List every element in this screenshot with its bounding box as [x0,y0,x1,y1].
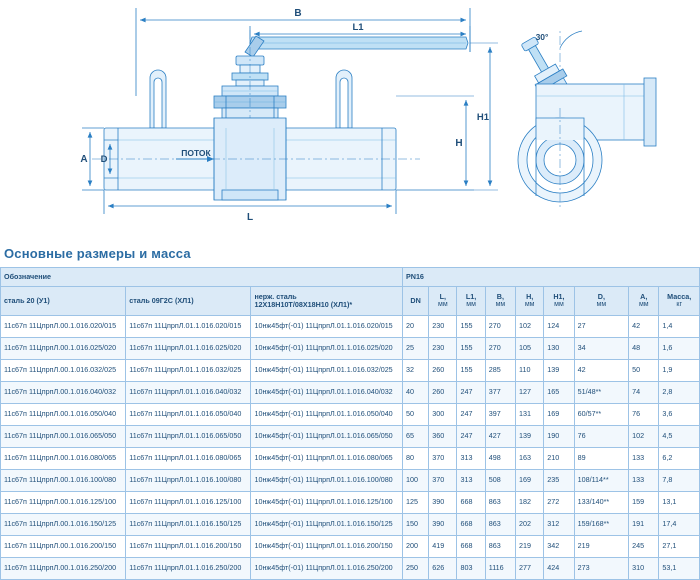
cell-L1: 313 [457,448,485,470]
cell-B: 508 [485,470,515,492]
table-row [1,448,700,470]
cell-H: 219 [516,536,544,558]
cell-stainless: 10нж45фт(-01) 11ЦпрпЛ.01.1.016.250/200 [251,558,402,580]
cell-L1: 155 [457,338,485,360]
dimension-label-l: L [246,212,254,223]
cell-L: 390 [429,492,457,514]
cell-H1: 169 [544,404,574,426]
angle-label-30: 30° [535,32,549,42]
cell-stainless: 10нж45фт(-01) 11ЦпрпЛ.01.1.016.040/032 [251,382,402,404]
cell-D: 76 [574,426,629,448]
cell-H: 182 [516,492,544,514]
table-group-header-designation: Обозначение [1,268,403,287]
cell-L1: 155 [457,360,485,382]
cell-B: 397 [485,404,515,426]
cell-A: 310 [629,558,659,580]
cell-L: 370 [429,470,457,492]
cell-D: 60/57** [574,404,629,426]
cell-L1: 247 [457,426,485,448]
cell-A: 42 [629,316,659,338]
cell-steel09g2c: 11с67п 11ЦпрпЛ.01.1.016.250/200 [126,558,251,580]
dimensions-table [0,267,700,580]
cell-B: 285 [485,360,515,382]
cell-mass: 1,6 [659,338,700,360]
cell-stainless: 10нж45фт(-01) 11ЦпрпЛ.01.1.016.032/025 [251,360,402,382]
cell-L1: 668 [457,514,485,536]
table-row [1,536,700,558]
cell-L: 230 [429,338,457,360]
cell-dn: 32 [402,360,428,382]
section-title: Основные размеры и масса [4,246,191,261]
table-row [1,404,700,426]
cell-B: 270 [485,316,515,338]
cell-steel09g2c: 11с67п 11ЦпрпЛ.01.1.016.150/125 [126,514,251,536]
cell-H: 102 [516,316,544,338]
cell-steel20: 11с67п 11ЦпрпЛ.00.1.016.040/032 [1,382,126,404]
dimension-label-h1: H1 [476,112,490,123]
cell-H: 105 [516,338,544,360]
cell-A: 48 [629,338,659,360]
cell-H: 169 [516,470,544,492]
table-row [1,558,700,580]
cell-D: 219 [574,536,629,558]
col-header-d: D, мм [574,287,629,316]
cell-B: 863 [485,536,515,558]
col-header-steel09g2c: сталь 09Г2С (ХЛ1) [126,287,251,316]
cell-A: 74 [629,382,659,404]
cell-dn: 20 [402,316,428,338]
cell-A: 159 [629,492,659,514]
table-row [1,492,700,514]
col-header-l: L, мм [429,287,457,316]
cell-A: 76 [629,404,659,426]
cell-steel09g2c: 11с67п 11ЦпрпЛ.01.1.016.050/040 [126,404,251,426]
cell-steel20: 11с67п 11ЦпрпЛ.00.1.016.025/020 [1,338,126,360]
dimension-label-a: A [80,154,88,165]
cell-mass: 13,1 [659,492,700,514]
cell-H1: 124 [544,316,574,338]
cell-B: 498 [485,448,515,470]
cell-H: 110 [516,360,544,382]
dimensions-table-section [0,246,700,580]
cell-dn: 40 [402,382,428,404]
cell-H1: 165 [544,382,574,404]
cell-D: 27 [574,316,629,338]
table-row [1,360,700,382]
cell-steel20: 11с67п 11ЦпрпЛ.00.1.016.200/150 [1,536,126,558]
cell-L: 260 [429,382,457,404]
cell-dn: 25 [402,338,428,360]
cell-stainless: 10нж45фт(-01) 11ЦпрпЛ.01.1.016.150/125 [251,514,402,536]
cell-mass: 4,5 [659,426,700,448]
cell-D: 273 [574,558,629,580]
cell-dn: 200 [402,536,428,558]
cell-stainless: 10нж45фт(-01) 11ЦпрпЛ.01.1.016.065/050 [251,426,402,448]
col-header-steel20: сталь 20 (У1) [1,287,126,316]
cell-stainless: 10нж45фт(-01) 11ЦпрпЛ.01.1.016.200/150 [251,536,402,558]
cell-steel09g2c: 11с67п 11ЦпрпЛ.01.1.016.065/050 [126,426,251,448]
col-header-h1: H1, мм [544,287,574,316]
cell-steel20: 11с67п 11ЦпрпЛ.00.1.016.100/080 [1,470,126,492]
cell-steel20: 11с67п 11ЦпрпЛ.00.1.016.080/065 [1,448,126,470]
cell-A: 245 [629,536,659,558]
cell-mass: 6,2 [659,448,700,470]
col-header-a: A, мм [629,287,659,316]
cell-L: 300 [429,404,457,426]
cell-H: 163 [516,448,544,470]
cell-L1: 155 [457,316,485,338]
cell-steel09g2c: 11с67п 11ЦпрпЛ.01.1.016.032/025 [126,360,251,382]
cell-L: 370 [429,448,457,470]
cell-steel09g2c: 11с67п 11ЦпрпЛ.01.1.016.200/150 [126,536,251,558]
cell-L: 360 [429,426,457,448]
col-header-dn: DN [402,287,428,316]
dimension-label-l1: L1 [352,22,364,33]
cell-stainless: 10нж45фт(-01) 11ЦпрпЛ.01.1.016.050/040 [251,404,402,426]
cell-stainless: 10нж45фт(-01) 11ЦпрпЛ.01.1.016.025/020 [251,338,402,360]
col-header-l1: L1, мм [457,287,485,316]
cell-stainless: 10нж45фт(-01) 11ЦпрпЛ.01.1.016.080/065 [251,448,402,470]
cell-L1: 668 [457,536,485,558]
cell-steel09g2c: 11с67п 11ЦпрпЛ.01.1.016.125/100 [126,492,251,514]
cell-L: 419 [429,536,457,558]
cell-B: 427 [485,426,515,448]
cell-mass: 1,9 [659,360,700,382]
dimension-label-h: H [455,138,463,149]
col-header-b: B, мм [485,287,515,316]
cell-D: 51/48** [574,382,629,404]
table-row [1,338,700,360]
cell-D: 159/168** [574,514,629,536]
cell-mass: 17,4 [659,514,700,536]
cell-A: 191 [629,514,659,536]
cell-H1: 210 [544,448,574,470]
cell-stainless: 10нж45фт(-01) 11ЦпрпЛ.01.1.016.100/080 [251,470,402,492]
cell-L1: 247 [457,382,485,404]
cell-steel20: 11с67п 11ЦпрпЛ.00.1.016.020/015 [1,316,126,338]
table-row [1,382,700,404]
cell-steel20: 11с67п 11ЦпрпЛ.00.1.016.250/200 [1,558,126,580]
cell-H: 277 [516,558,544,580]
cell-L: 230 [429,316,457,338]
cell-B: 270 [485,338,515,360]
col-header-mass: Масса, кг [659,287,700,316]
dimension-label-b: B [294,8,302,19]
cell-dn: 125 [402,492,428,514]
cell-dn: 50 [402,404,428,426]
cell-L: 626 [429,558,457,580]
cell-H1: 342 [544,536,574,558]
cell-mass: 53,1 [659,558,700,580]
cell-A: 133 [629,470,659,492]
cell-A: 133 [629,448,659,470]
cell-D: 89 [574,448,629,470]
cell-A: 50 [629,360,659,382]
cell-H1: 190 [544,426,574,448]
cell-steel20: 11с67п 11ЦпрпЛ.00.1.016.125/100 [1,492,126,514]
table-row [1,470,700,492]
valve-technical-drawing [0,0,700,240]
cell-B: 863 [485,514,515,536]
cell-H1: 139 [544,360,574,382]
cell-mass: 27,1 [659,536,700,558]
cell-L1: 668 [457,492,485,514]
cell-H1: 312 [544,514,574,536]
cell-A: 102 [629,426,659,448]
cell-steel20: 11с67п 11ЦпрпЛ.00.1.016.050/040 [1,404,126,426]
cell-D: 108/114** [574,470,629,492]
cell-L1: 803 [457,558,485,580]
cell-stainless: 10нж45фт(-01) 11ЦпрпЛ.01.1.016.020/015 [251,316,402,338]
cell-D: 42 [574,360,629,382]
cell-L1: 313 [457,470,485,492]
cell-steel09g2c: 11с67п 11ЦпрпЛ.01.1.016.100/080 [126,470,251,492]
table-row [1,316,700,338]
cell-dn: 100 [402,470,428,492]
cell-H1: 235 [544,470,574,492]
cell-H: 202 [516,514,544,536]
cell-L: 260 [429,360,457,382]
cell-stainless: 10нж45фт(-01) 11ЦпрпЛ.01.1.016.125/100 [251,492,402,514]
dimension-label-d: D [100,154,108,165]
cell-dn: 150 [402,514,428,536]
cell-B: 1116 [485,558,515,580]
cell-B: 377 [485,382,515,404]
cell-steel09g2c: 11с67п 11ЦпрпЛ.01.1.016.025/020 [126,338,251,360]
cell-dn: 250 [402,558,428,580]
cell-steel20: 11с67п 11ЦпрпЛ.00.1.016.065/050 [1,426,126,448]
cell-steel20: 11с67п 11ЦпрпЛ.00.1.016.032/025 [1,360,126,382]
cell-D: 34 [574,338,629,360]
col-header-stainless: нерж. сталь 12Х18Н10Т/08Х18Н10 (ХЛ1)* [251,287,402,316]
cell-H1: 424 [544,558,574,580]
cell-steel09g2c: 11с67п 11ЦпрпЛ.01.1.016.020/015 [126,316,251,338]
cell-D: 133/140** [574,492,629,514]
cell-B: 863 [485,492,515,514]
dimensions-table-body [1,316,700,580]
cell-steel20: 11с67п 11ЦпрпЛ.00.1.016.150/125 [1,514,126,536]
cell-H1: 272 [544,492,574,514]
cell-H: 131 [516,404,544,426]
table-row [1,426,700,448]
cell-L1: 247 [457,404,485,426]
cell-L: 390 [429,514,457,536]
cell-mass: 1,4 [659,316,700,338]
cell-H: 139 [516,426,544,448]
cell-mass: 2,8 [659,382,700,404]
table-group-header-pn16: PN16 [402,268,699,287]
table-row [1,514,700,536]
cell-steel09g2c: 11с67п 11ЦпрпЛ.01.1.016.080/065 [126,448,251,470]
col-header-h: H, мм [516,287,544,316]
cell-steel09g2c: 11с67п 11ЦпрпЛ.01.1.016.040/032 [126,382,251,404]
cell-H: 127 [516,382,544,404]
cell-mass: 3,6 [659,404,700,426]
cell-dn: 65 [402,426,428,448]
flow-direction-label: ПОТОК [181,148,211,158]
cell-mass: 7,8 [659,470,700,492]
cell-H1: 130 [544,338,574,360]
cell-dn: 80 [402,448,428,470]
